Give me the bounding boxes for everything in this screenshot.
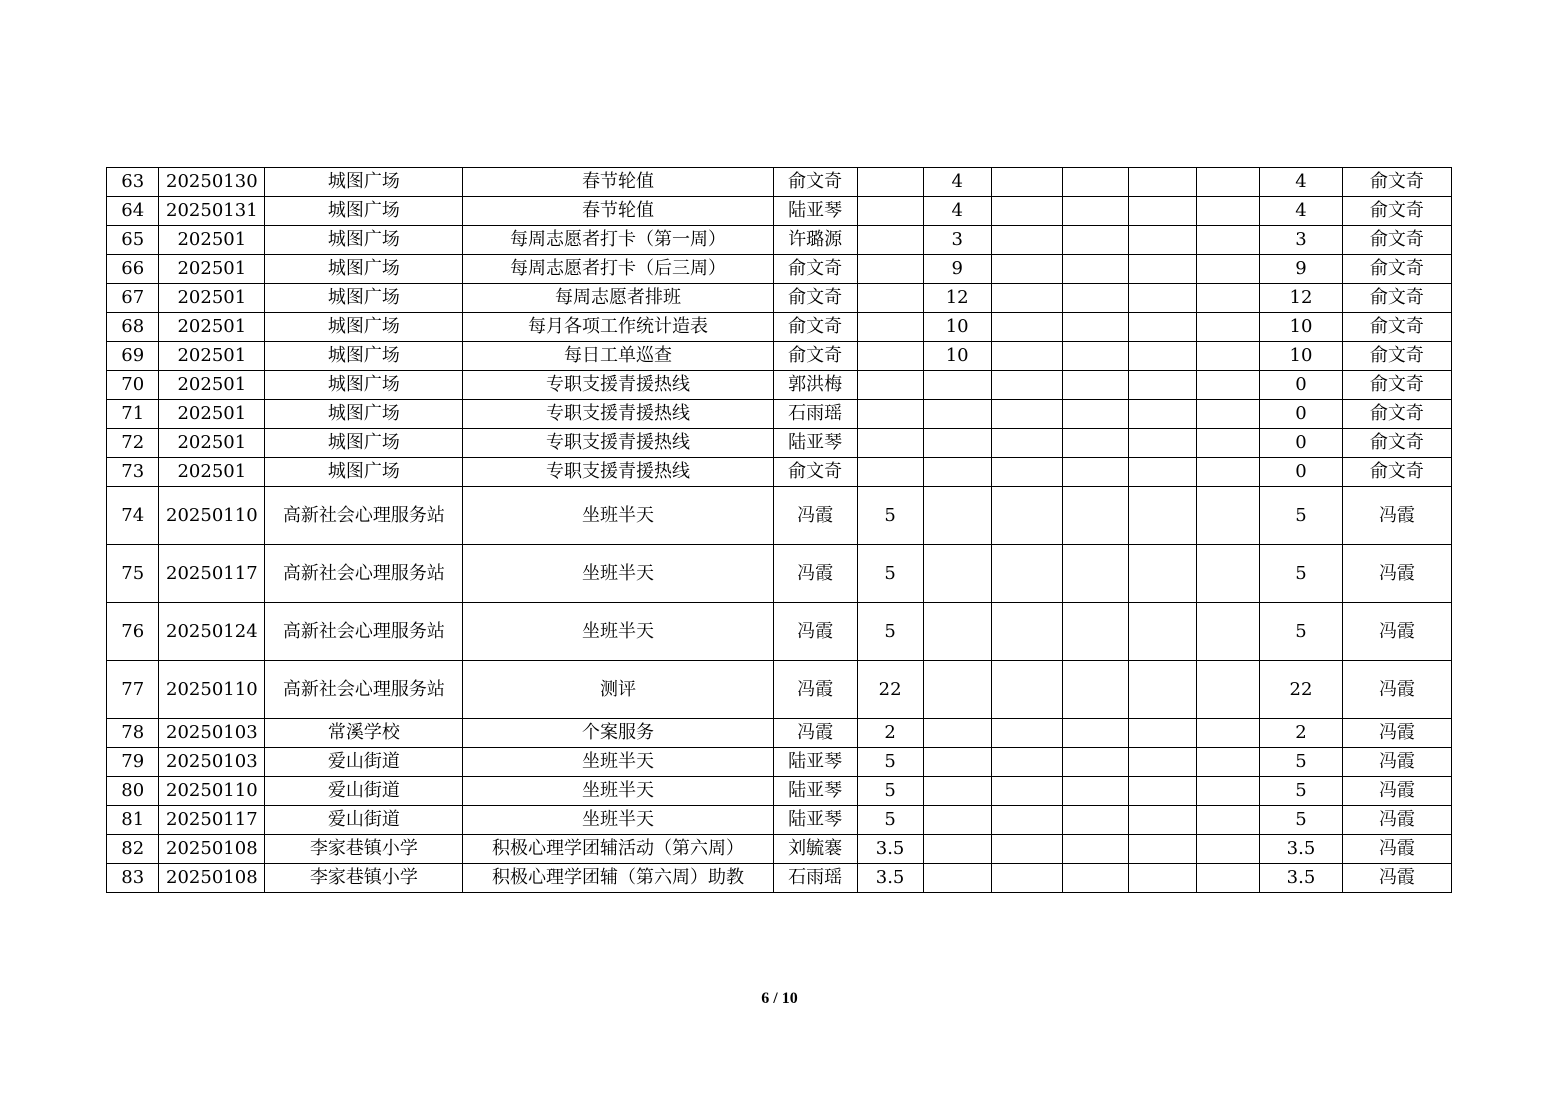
person-cell: 石雨瑶 — [773, 864, 857, 893]
hours-col-e-cell — [1129, 226, 1197, 255]
location-cell: 城图广场 — [265, 429, 463, 458]
location-cell: 城图广场 — [265, 197, 463, 226]
hours-col-a-cell — [857, 313, 923, 342]
hours-col-d-cell — [1063, 603, 1129, 661]
total-hours-cell: 5 — [1260, 603, 1343, 661]
hours-col-f-cell — [1197, 313, 1260, 342]
hours-col-f-cell — [1197, 719, 1260, 748]
hours-col-d-cell — [1063, 255, 1129, 284]
hours-col-e-cell — [1129, 864, 1197, 893]
row-number-cell: 70 — [107, 371, 159, 400]
hours-col-a-cell: 5 — [857, 487, 923, 545]
location-cell: 常溪学校 — [265, 719, 463, 748]
date-cell: 202501 — [159, 284, 265, 313]
hours-col-e-cell — [1129, 835, 1197, 864]
hours-col-c-cell — [991, 429, 1062, 458]
row-number-cell: 72 — [107, 429, 159, 458]
hours-col-b-cell — [923, 603, 991, 661]
location-cell: 城图广场 — [265, 342, 463, 371]
location-cell: 李家巷镇小学 — [265, 835, 463, 864]
row-number-cell: 65 — [107, 226, 159, 255]
total-hours-cell: 4 — [1260, 168, 1343, 197]
table-row — [107, 284, 1452, 313]
hours-col-f-cell — [1197, 255, 1260, 284]
person-cell: 俞文奇 — [773, 458, 857, 487]
table-row — [107, 313, 1452, 342]
hours-col-d-cell — [1063, 487, 1129, 545]
date-cell: 202501 — [159, 313, 265, 342]
person-cell: 俞文奇 — [773, 168, 857, 197]
hours-col-a-cell — [857, 197, 923, 226]
table-row — [107, 458, 1452, 487]
row-number-cell: 63 — [107, 168, 159, 197]
supervisor-cell: 俞文奇 — [1342, 284, 1451, 313]
hours-col-d-cell — [1063, 313, 1129, 342]
hours-col-e-cell — [1129, 255, 1197, 284]
total-hours-cell: 3 — [1260, 226, 1343, 255]
hours-col-f-cell — [1197, 835, 1260, 864]
hours-col-b-cell — [923, 719, 991, 748]
hours-col-f-cell — [1197, 429, 1260, 458]
location-cell: 高新社会心理服务站 — [265, 603, 463, 661]
person-cell: 冯霞 — [773, 661, 857, 719]
hours-col-a-cell — [857, 168, 923, 197]
person-cell: 冯霞 — [773, 603, 857, 661]
row-number-cell: 67 — [107, 284, 159, 313]
hours-col-e-cell — [1129, 313, 1197, 342]
location-cell: 城图广场 — [265, 313, 463, 342]
hours-col-f-cell — [1197, 545, 1260, 603]
hours-col-c-cell — [991, 545, 1062, 603]
table-row — [107, 168, 1452, 197]
hours-col-b-cell: 9 — [923, 255, 991, 284]
person-cell: 石雨瑶 — [773, 400, 857, 429]
hours-col-d-cell — [1063, 197, 1129, 226]
total-hours-cell: 5 — [1260, 777, 1343, 806]
hours-col-b-cell — [923, 806, 991, 835]
hours-col-c-cell — [991, 864, 1062, 893]
activity-cell: 春节轮值 — [463, 168, 773, 197]
location-cell: 高新社会心理服务站 — [265, 487, 463, 545]
hours-col-e-cell — [1129, 806, 1197, 835]
activity-cell: 专职支援青援热线 — [463, 371, 773, 400]
hours-col-f-cell — [1197, 226, 1260, 255]
hours-col-c-cell — [991, 458, 1062, 487]
row-number-cell: 73 — [107, 458, 159, 487]
hours-col-d-cell — [1063, 371, 1129, 400]
table-row — [107, 429, 1452, 458]
date-cell: 202501 — [159, 226, 265, 255]
hours-col-e-cell — [1129, 197, 1197, 226]
table-row — [107, 197, 1452, 226]
hours-col-b-cell: 10 — [923, 313, 991, 342]
date-cell: 20250130 — [159, 168, 265, 197]
activity-cell: 专职支援青援热线 — [463, 400, 773, 429]
total-hours-cell: 5 — [1260, 487, 1343, 545]
person-cell: 陆亚琴 — [773, 748, 857, 777]
total-hours-cell: 22 — [1260, 661, 1343, 719]
hours-col-f-cell — [1197, 487, 1260, 545]
date-cell: 202501 — [159, 400, 265, 429]
location-cell: 城图广场 — [265, 458, 463, 487]
date-cell: 202501 — [159, 458, 265, 487]
supervisor-cell: 冯霞 — [1342, 864, 1451, 893]
total-hours-cell: 0 — [1260, 371, 1343, 400]
hours-col-c-cell — [991, 487, 1062, 545]
hours-col-d-cell — [1063, 748, 1129, 777]
row-number-cell: 74 — [107, 487, 159, 545]
row-number-cell: 69 — [107, 342, 159, 371]
hours-col-b-cell — [923, 748, 991, 777]
date-cell: 202501 — [159, 371, 265, 400]
activity-cell: 坐班半天 — [463, 545, 773, 603]
hours-col-b-cell — [923, 864, 991, 893]
row-number-cell: 68 — [107, 313, 159, 342]
hours-col-d-cell — [1063, 458, 1129, 487]
activity-cell: 每日工单巡查 — [463, 342, 773, 371]
supervisor-cell: 冯霞 — [1342, 748, 1451, 777]
total-hours-cell: 5 — [1260, 748, 1343, 777]
row-number-cell: 81 — [107, 806, 159, 835]
row-number-cell: 66 — [107, 255, 159, 284]
person-cell: 陆亚琴 — [773, 806, 857, 835]
person-cell: 陆亚琴 — [773, 429, 857, 458]
hours-col-f-cell — [1197, 777, 1260, 806]
hours-col-e-cell — [1129, 603, 1197, 661]
hours-col-a-cell — [857, 429, 923, 458]
hours-col-c-cell — [991, 777, 1062, 806]
hours-col-c-cell — [991, 342, 1062, 371]
activity-cell: 积极心理学团辅（第六周）助教 — [463, 864, 773, 893]
hours-col-e-cell — [1129, 429, 1197, 458]
hours-col-c-cell — [991, 255, 1062, 284]
hours-col-d-cell — [1063, 806, 1129, 835]
hours-col-d-cell — [1063, 545, 1129, 603]
hours-col-e-cell — [1129, 545, 1197, 603]
hours-col-f-cell — [1197, 603, 1260, 661]
hours-col-b-cell — [923, 458, 991, 487]
hours-col-d-cell — [1063, 661, 1129, 719]
total-hours-cell: 0 — [1260, 458, 1343, 487]
hours-col-f-cell — [1197, 197, 1260, 226]
activity-cell: 每周志愿者排班 — [463, 284, 773, 313]
location-cell: 城图广场 — [265, 255, 463, 284]
supervisor-cell: 冯霞 — [1342, 777, 1451, 806]
hours-col-f-cell — [1197, 284, 1260, 313]
hours-col-a-cell: 5 — [857, 806, 923, 835]
supervisor-cell: 俞文奇 — [1342, 342, 1451, 371]
table-row — [107, 603, 1452, 661]
person-cell: 刘毓褰 — [773, 835, 857, 864]
hours-col-e-cell — [1129, 458, 1197, 487]
supervisor-cell: 俞文奇 — [1342, 400, 1451, 429]
location-cell: 爱山街道 — [265, 748, 463, 777]
activity-cell: 专职支援青援热线 — [463, 458, 773, 487]
hours-col-c-cell — [991, 661, 1062, 719]
row-number-cell: 75 — [107, 545, 159, 603]
hours-col-e-cell — [1129, 777, 1197, 806]
table-row — [107, 371, 1452, 400]
hours-col-f-cell — [1197, 748, 1260, 777]
hours-col-a-cell: 5 — [857, 603, 923, 661]
hours-col-c-cell — [991, 400, 1062, 429]
hours-col-d-cell — [1063, 168, 1129, 197]
hours-col-e-cell — [1129, 719, 1197, 748]
hours-col-c-cell — [991, 806, 1062, 835]
hours-col-c-cell — [991, 197, 1062, 226]
hours-col-b-cell — [923, 371, 991, 400]
table-row — [107, 226, 1452, 255]
person-cell: 陆亚琴 — [773, 197, 857, 226]
hours-col-f-cell — [1197, 371, 1260, 400]
hours-col-a-cell: 5 — [857, 545, 923, 603]
location-cell: 城图广场 — [265, 371, 463, 400]
hours-col-a-cell: 2 — [857, 719, 923, 748]
hours-col-d-cell — [1063, 226, 1129, 255]
table-row — [107, 864, 1452, 893]
hours-col-d-cell — [1063, 342, 1129, 371]
total-hours-cell: 4 — [1260, 197, 1343, 226]
table-row — [107, 342, 1452, 371]
supervisor-cell: 冯霞 — [1342, 719, 1451, 748]
table-row — [107, 487, 1452, 545]
person-cell: 许璐源 — [773, 226, 857, 255]
hours-col-d-cell — [1063, 429, 1129, 458]
hours-col-c-cell — [991, 835, 1062, 864]
row-number-cell: 76 — [107, 603, 159, 661]
hours-col-b-cell — [923, 487, 991, 545]
hours-col-d-cell — [1063, 864, 1129, 893]
location-cell: 爱山街道 — [265, 806, 463, 835]
activity-cell: 每月各项工作统计造表 — [463, 313, 773, 342]
row-number-cell: 71 — [107, 400, 159, 429]
supervisor-cell: 俞文奇 — [1342, 226, 1451, 255]
person-cell: 冯霞 — [773, 487, 857, 545]
activity-cell: 个案服务 — [463, 719, 773, 748]
person-cell: 冯霞 — [773, 719, 857, 748]
hours-col-d-cell — [1063, 777, 1129, 806]
activity-cell: 坐班半天 — [463, 806, 773, 835]
hours-col-e-cell — [1129, 284, 1197, 313]
table-row — [107, 806, 1452, 835]
activity-cell: 坐班半天 — [463, 487, 773, 545]
location-cell: 城图广场 — [265, 400, 463, 429]
person-cell: 俞文奇 — [773, 313, 857, 342]
location-cell: 高新社会心理服务站 — [265, 545, 463, 603]
hours-col-a-cell — [857, 255, 923, 284]
activity-cell: 每周志愿者打卡（后三周） — [463, 255, 773, 284]
hours-col-e-cell — [1129, 168, 1197, 197]
row-number-cell: 80 — [107, 777, 159, 806]
table-row — [107, 545, 1452, 603]
hours-col-a-cell — [857, 400, 923, 429]
supervisor-cell: 俞文奇 — [1342, 429, 1451, 458]
hours-col-a-cell: 22 — [857, 661, 923, 719]
hours-col-d-cell — [1063, 835, 1129, 864]
records-table — [106, 167, 1452, 893]
hours-col-e-cell — [1129, 487, 1197, 545]
hours-col-a-cell — [857, 342, 923, 371]
supervisor-cell: 俞文奇 — [1342, 255, 1451, 284]
table-row — [107, 835, 1452, 864]
hours-col-e-cell — [1129, 342, 1197, 371]
supervisor-cell: 俞文奇 — [1342, 197, 1451, 226]
hours-col-e-cell — [1129, 371, 1197, 400]
date-cell: 20250108 — [159, 835, 265, 864]
hours-col-a-cell — [857, 458, 923, 487]
total-hours-cell: 3.5 — [1260, 835, 1343, 864]
table-row — [107, 777, 1452, 806]
hours-col-c-cell — [991, 284, 1062, 313]
hours-col-b-cell — [923, 835, 991, 864]
location-cell: 爱山街道 — [265, 777, 463, 806]
row-number-cell: 79 — [107, 748, 159, 777]
supervisor-cell: 冯霞 — [1342, 835, 1451, 864]
total-hours-cell: 10 — [1260, 342, 1343, 371]
total-hours-cell: 0 — [1260, 400, 1343, 429]
hours-col-a-cell: 3.5 — [857, 864, 923, 893]
supervisor-cell: 俞文奇 — [1342, 168, 1451, 197]
supervisor-cell: 冯霞 — [1342, 603, 1451, 661]
total-hours-cell: 10 — [1260, 313, 1343, 342]
supervisor-cell: 冯霞 — [1342, 545, 1451, 603]
activity-cell: 积极心理学团辅活动（第六周） — [463, 835, 773, 864]
hours-col-a-cell: 5 — [857, 777, 923, 806]
activity-cell: 专职支援青援热线 — [463, 429, 773, 458]
hours-col-f-cell — [1197, 661, 1260, 719]
row-number-cell: 78 — [107, 719, 159, 748]
total-hours-cell: 2 — [1260, 719, 1343, 748]
row-number-cell: 83 — [107, 864, 159, 893]
activity-cell: 每周志愿者打卡（第一周） — [463, 226, 773, 255]
date-cell: 20250108 — [159, 864, 265, 893]
date-cell: 20250124 — [159, 603, 265, 661]
hours-col-f-cell — [1197, 806, 1260, 835]
location-cell: 城图广场 — [265, 226, 463, 255]
table-row — [107, 255, 1452, 284]
hours-col-b-cell: 4 — [923, 197, 991, 226]
activity-cell: 春节轮值 — [463, 197, 773, 226]
hours-col-f-cell — [1197, 168, 1260, 197]
person-cell: 郭洪梅 — [773, 371, 857, 400]
supervisor-cell: 俞文奇 — [1342, 371, 1451, 400]
location-cell: 李家巷镇小学 — [265, 864, 463, 893]
date-cell: 202501 — [159, 429, 265, 458]
hours-col-b-cell — [923, 777, 991, 806]
table-row — [107, 661, 1452, 719]
supervisor-cell: 冯霞 — [1342, 661, 1451, 719]
total-hours-cell: 0 — [1260, 429, 1343, 458]
hours-col-b-cell — [923, 545, 991, 603]
total-hours-cell: 3.5 — [1260, 864, 1343, 893]
total-hours-cell: 12 — [1260, 284, 1343, 313]
hours-col-b-cell — [923, 661, 991, 719]
total-hours-cell: 5 — [1260, 806, 1343, 835]
date-cell: 202501 — [159, 255, 265, 284]
date-cell: 20250110 — [159, 777, 265, 806]
hours-col-c-cell — [991, 168, 1062, 197]
hours-col-b-cell — [923, 429, 991, 458]
date-cell: 20250117 — [159, 806, 265, 835]
supervisor-cell: 冯霞 — [1342, 487, 1451, 545]
activity-cell: 坐班半天 — [463, 748, 773, 777]
hours-col-f-cell — [1197, 458, 1260, 487]
hours-col-c-cell — [991, 226, 1062, 255]
hours-col-f-cell — [1197, 400, 1260, 429]
date-cell: 20250110 — [159, 661, 265, 719]
activity-cell: 坐班半天 — [463, 777, 773, 806]
person-cell: 陆亚琴 — [773, 777, 857, 806]
activity-cell: 坐班半天 — [463, 603, 773, 661]
hours-col-a-cell — [857, 284, 923, 313]
supervisor-cell: 俞文奇 — [1342, 313, 1451, 342]
location-cell: 高新社会心理服务站 — [265, 661, 463, 719]
hours-col-b-cell: 10 — [923, 342, 991, 371]
hours-col-d-cell — [1063, 719, 1129, 748]
hours-col-e-cell — [1129, 400, 1197, 429]
person-cell: 冯霞 — [773, 545, 857, 603]
hours-col-e-cell — [1129, 661, 1197, 719]
date-cell: 20250103 — [159, 748, 265, 777]
hours-col-a-cell — [857, 371, 923, 400]
hours-col-c-cell — [991, 371, 1062, 400]
hours-col-d-cell — [1063, 284, 1129, 313]
person-cell: 俞文奇 — [773, 255, 857, 284]
hours-col-a-cell: 5 — [857, 748, 923, 777]
row-number-cell: 64 — [107, 197, 159, 226]
date-cell: 20250110 — [159, 487, 265, 545]
supervisor-cell: 俞文奇 — [1342, 458, 1451, 487]
activity-cell: 测评 — [463, 661, 773, 719]
supervisor-cell: 冯霞 — [1342, 806, 1451, 835]
hours-col-f-cell — [1197, 342, 1260, 371]
hours-col-b-cell: 4 — [923, 168, 991, 197]
date-cell: 202501 — [159, 342, 265, 371]
page-number: 6 / 10 — [761, 990, 798, 1007]
hours-col-d-cell — [1063, 400, 1129, 429]
date-cell: 20250131 — [159, 197, 265, 226]
hours-col-a-cell — [857, 226, 923, 255]
person-cell: 俞文奇 — [773, 342, 857, 371]
table-body — [107, 168, 1452, 893]
hours-col-c-cell — [991, 719, 1062, 748]
location-cell: 城图广场 — [265, 284, 463, 313]
person-cell: 俞文奇 — [773, 284, 857, 313]
table-row — [107, 748, 1452, 777]
hours-col-a-cell: 3.5 — [857, 835, 923, 864]
hours-col-c-cell — [991, 313, 1062, 342]
total-hours-cell: 5 — [1260, 545, 1343, 603]
hours-col-b-cell: 3 — [923, 226, 991, 255]
hours-col-b-cell — [923, 400, 991, 429]
row-number-cell: 77 — [107, 661, 159, 719]
hours-col-b-cell: 12 — [923, 284, 991, 313]
location-cell: 城图广场 — [265, 168, 463, 197]
hours-col-e-cell — [1129, 748, 1197, 777]
hours-col-c-cell — [991, 748, 1062, 777]
row-number-cell: 82 — [107, 835, 159, 864]
date-cell: 20250117 — [159, 545, 265, 603]
hours-col-f-cell — [1197, 864, 1260, 893]
total-hours-cell: 9 — [1260, 255, 1343, 284]
hours-col-c-cell — [991, 603, 1062, 661]
table-row — [107, 719, 1452, 748]
date-cell: 20250103 — [159, 719, 265, 748]
table-row — [107, 400, 1452, 429]
